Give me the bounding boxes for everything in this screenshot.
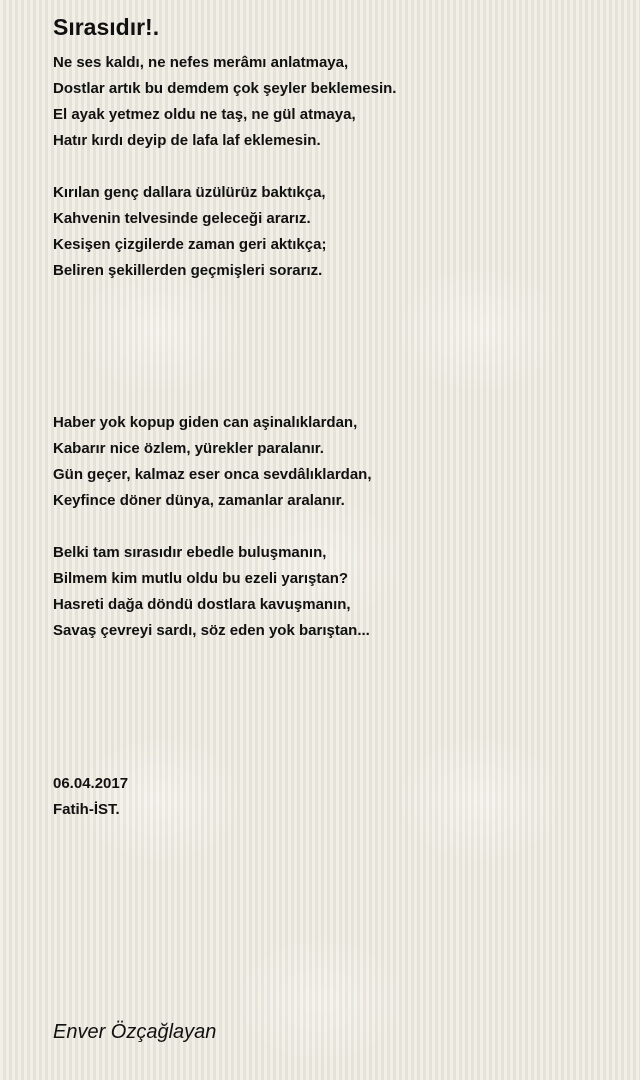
poem-line: Kırılan genç dallara üzülürüz baktıkça, xyxy=(53,184,326,201)
poem-stanza xyxy=(53,50,396,154)
poem-title: Sırasıdır!. xyxy=(53,14,160,40)
poem-line: Savaş çevreyi sardı, söz eden yok barıştan... xyxy=(53,622,370,639)
poem-line: Beliren şekillerden geçmişleri sorarız. xyxy=(53,262,323,279)
poem-line: Haber yok kopup giden can aşinalıklardan, xyxy=(53,414,358,431)
poem-line: Hatır kırdı deyip de lafa laf eklemesin. xyxy=(53,132,321,149)
poem-line: Kesişen çizgilerde zaman geri aktıkça; xyxy=(53,236,327,253)
poem-stanza xyxy=(53,410,372,514)
poem-date: 06.04.2017 xyxy=(53,775,129,792)
poem-line: Hasreti dağa döndü dostlara kavuşmanın, xyxy=(53,596,351,613)
poem-stanza xyxy=(53,180,326,284)
poem-line: Keyfince döner dünya, zamanlar aralanır. xyxy=(53,492,345,509)
poem-line: Dostlar artık bu demdem çok şeyler beklemesin. xyxy=(53,80,397,97)
poem-line: Bilmem kim mutlu oldu bu ezeli yarıştan? xyxy=(53,570,349,587)
poem-line: Gün geçer, kalmaz eser onca sevdâlıklardan, xyxy=(53,466,372,483)
poem-author: Enver Özçağlayan xyxy=(53,1021,217,1043)
poem-stanza xyxy=(53,540,370,644)
poem-line: Kahvenin telvesinde geleceği ararız. xyxy=(53,210,311,227)
poem-line: Kabarır nice özlem, yürekler paralanır. xyxy=(53,440,324,457)
poem-line: Ne ses kaldı, ne nefes merâmı anlatmaya, xyxy=(53,54,349,71)
poem-line: El ayak yetmez oldu ne taş, ne gül atmaya, xyxy=(53,106,356,123)
poem-line: Belki tam sırasıdır ebedle buluşmanın, xyxy=(53,544,327,561)
poem-place: Fatih-İST. xyxy=(53,801,120,818)
